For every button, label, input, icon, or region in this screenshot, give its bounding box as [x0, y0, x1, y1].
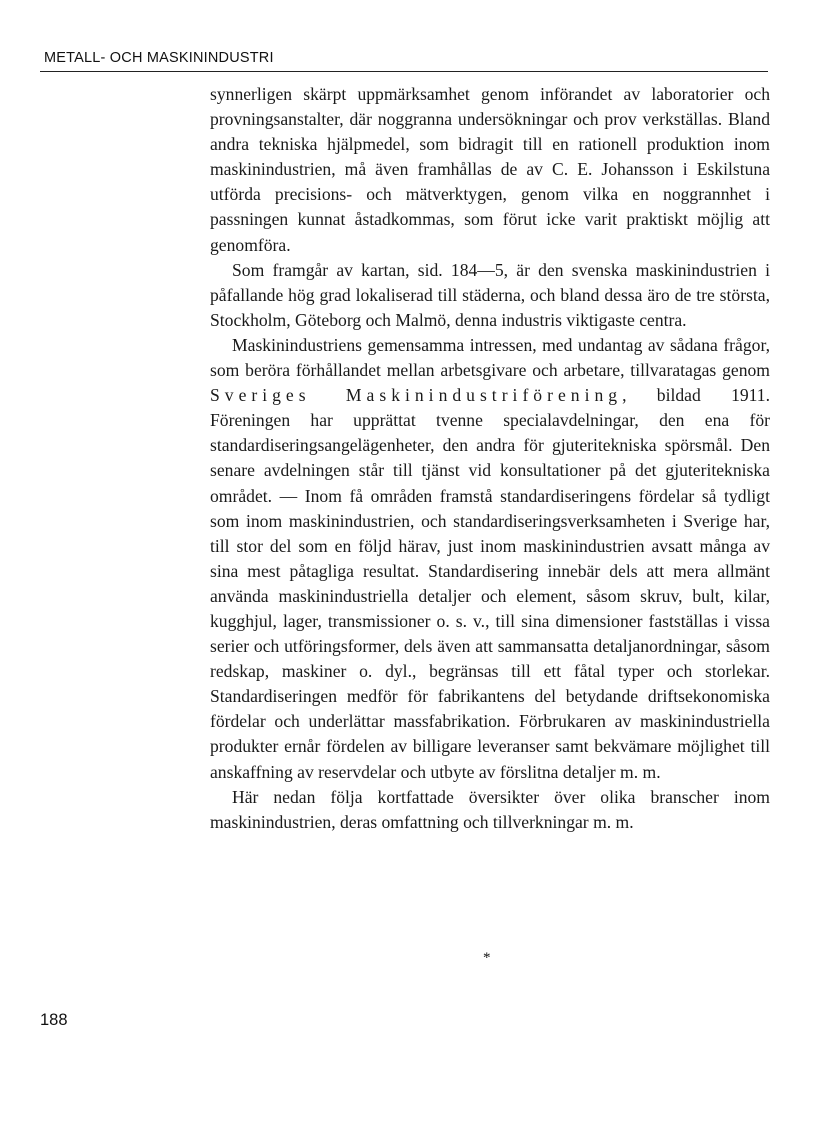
body-paragraph — [210, 258, 770, 333]
page-number: 188 — [40, 1011, 68, 1029]
paragraph-text: synnerligen skärpt uppmärksamhet genom införandet av laboratorier och provningsanstalter, där noggranna undersökningar och prov verkställas. Bland andra tekniska hjälpmedel, som bidragit till en rationell produktion inom maskinindustrien, må även framhållas de av C. E. Johansson i Eskilstuna utförda precisions- och mätverktygen, genom vilka en noggrannhet i passningen kunnat åstadkommas, som förut icke varit praktiskt möjlig att genomföra. — [210, 84, 770, 255]
body-paragraph — [210, 82, 770, 258]
paragraph-text: Som framgår av kartan, sid. 184—5, är den svenska maskinindustrien i påfallande hög grad lokaliserad till städerna, och bland dessa äro de tre största, Stockholm, Göteborg och Malmö, denna industris viktigaste centra. — [210, 259, 770, 330]
header-rule — [40, 71, 768, 72]
paragraph-text: Här nedan följa kortfattade översikter över olika branscher inom maskinindustrien, deras omfattning och tillverkningar m. m. — [210, 786, 770, 832]
body-paragraph — [210, 333, 770, 785]
paragraph-text: Maskinindustriens gemensamma intressen, med undantag av sådana frågor, som beröra förhållandet mellan arbetsgivare och arbetare, tillvaratagas genom — [210, 334, 770, 381]
body-paragraph — [210, 785, 770, 835]
paragraph-text: , bildad 1911. Föreningen har upprättat tvenne specialavdelningar, den ena för standardiseringsangelägenheter, den andra för gjuteritekniska spörsmål. Den senare avdelningen står till tjänst vid konsultationer på det gjuteritekniska området. — Inom få områden framstå standardiseringens fördelar så tydligt som inom maskinindustrien, och standardiseringsverksamheten i Sverige har, till stor del som en följd härav, just inom maskinindustrien avsatt många av sina mest påtagliga resultat. Standardisering innebär dels att mera allmänt använda maskinindustriella detaljer och element, såsom skruv, bult, kilar, kugghjul, lager, transmissioner o. s. v., till sina dimensioner fastställas i vissa serier och utföringsformer, dels även att sammansatta detaljanordningar, såsom redskap, maskiner o. dyl., begränsas till ett fåtal typer och storlekar. Standardiseringen medför för fabrikantens del betydande driftsekonomiska fördelar och underlättar massfabrikation. Förbrukaren av maskinindustriella produkter ernår fördelen av billigare leveranser samt bekvämare möjlighet till anskaffning av reservdelar och utbyte av förslitna detaljer m. m. — [210, 385, 770, 782]
spaced-organization-name: Sveriges Maskinindustriförening — [210, 385, 623, 406]
body-text — [210, 82, 770, 835]
section-ornament: * — [483, 950, 491, 966]
running-header: METALL- OCH MASKININDUSTRI — [44, 50, 274, 66]
